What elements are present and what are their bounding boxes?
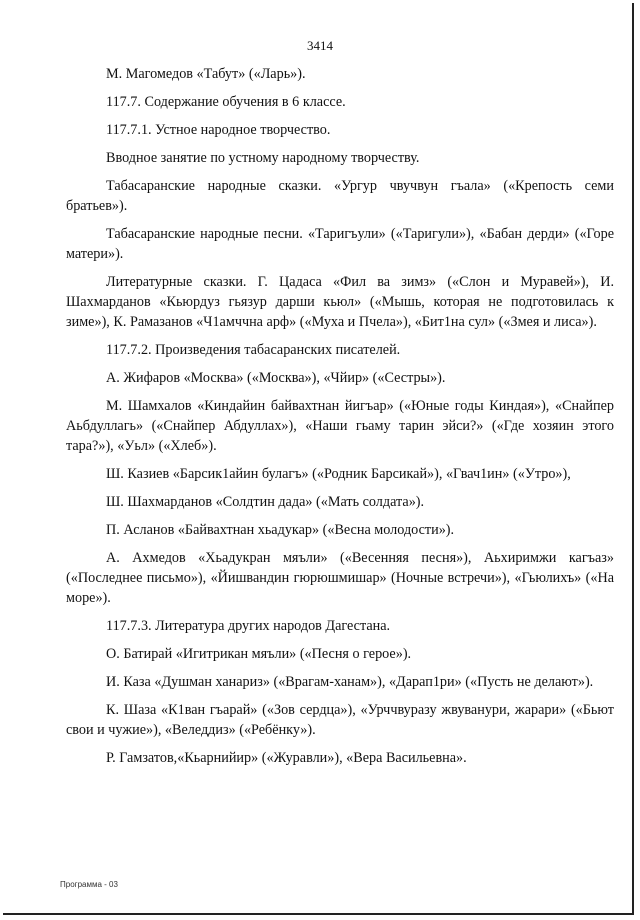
document-body [66, 64, 614, 776]
paragraph: К. Шаза «К1ван гъарай» («Зов сердца»), «Урччвуразу жвуванури, жарари» («Бьют свои и чужие»), «Веледдиз» («Ребёнку»). [66, 702, 614, 738]
paragraph: Р. Гамзатов,«Кьарнийир» («Журавли»), «Вера Васильевна». [106, 750, 467, 766]
section-heading: 117.7. Содержание обучения в 6 классе. [106, 94, 346, 110]
paragraph: Литературные сказки. Г. Цадаса «Фил ва зимз» («Слон и Муравей»), И. Шахмарданов «Кьюрдуз гьязур дарши кьюл» («Мышь, которая не подготовилась к зиме»), К. Рамазанов «Ч1амччна арф» («Муха и Пчела»), «Бит1на сул» («Змея и лиса»). [66, 274, 614, 330]
page-number: 3414 [307, 38, 333, 53]
paragraph: М. Шамхалов «Киндайин байвахтнан йигъар» («Юные годы Киндая»), «Снайпер Аьбдуллагь» («Снайпер Абдуллах»), «Наши гьаму тарин эйси?» («Где хозяин этого тара?»), «Уьл» («Хлеб»). [66, 398, 614, 454]
paragraph: Табасаранские народные песни. «Таригъули» («Таригули»), «Бабан дерди» («Горе матери»). [66, 226, 614, 262]
paragraph: Вводное занятие по устному народному творчеству. [106, 150, 420, 166]
section-heading: 117.7.3. Литература других народов Дагестана. [106, 618, 391, 634]
paragraph: О. Батирай «Игитрикан мяъли» («Песня о герое»). [106, 646, 412, 662]
paragraph: М. Магомедов «Табут» («Ларь»). [106, 66, 306, 82]
paragraph: Ш. Шахмарданов «Солдтин дада» («Мать солдата»). [106, 494, 425, 510]
section-heading: 117.7.1. Устное народное творчество. [106, 122, 331, 138]
paragraph: Табасаранские народные сказки. «Ургур чвучвун гъала» («Крепость семи братьев»). [66, 178, 614, 214]
paragraph: А. Ахмедов «Хьадукран мяъли» («Весенняя песня»), Аьхиримжи кагъаз» («Последнее письмо»), «Йишвандин гюрюшмишар» (Ночные встречи»), «Гьюлихъ» («На море»). [66, 550, 614, 606]
paragraph: П. Асланов «Байвахтнан хьадукар» («Весна молодости»). [106, 522, 455, 538]
paragraph: А. Жифаров «Москва» («Москва»), «Чйир» («Сестры»). [106, 370, 446, 386]
paragraph: Ш. Казиев «Барсик1айин булагъ» («Родник Барсикай»), «Гвач1ин» («Утро»), [106, 466, 571, 482]
section-heading: 117.7.2. Произведения табасаранских писателей. [106, 342, 401, 358]
page-footer: Программа - 03 [60, 880, 118, 889]
paragraph: И. Каза «Душман ханариз» («Врагам-ханам»), «Дарап1ри» («Пусть не делают»). [106, 674, 594, 690]
